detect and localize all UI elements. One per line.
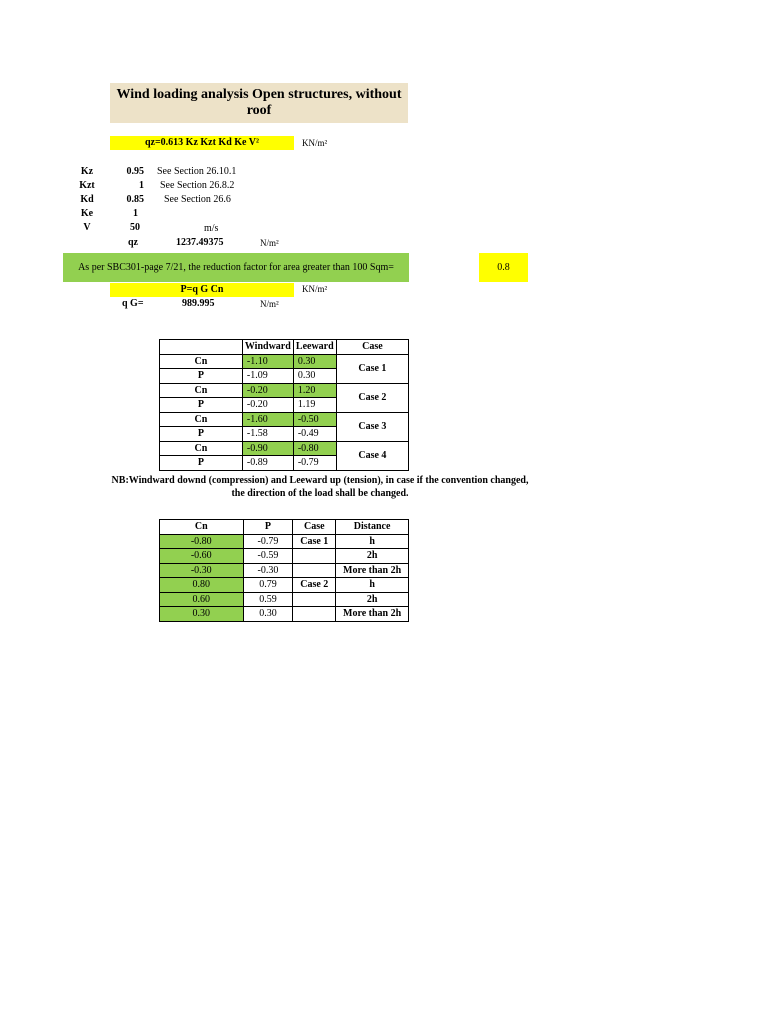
distance-cell: 2h — [336, 549, 409, 564]
table-row — [160, 549, 409, 564]
param-ref: See Section 26.10.1 — [157, 166, 237, 177]
table-row — [160, 412, 409, 427]
row-label: Cn — [160, 383, 243, 398]
row-label: P — [160, 456, 243, 471]
p-formula: P=q G Cn — [110, 283, 294, 297]
case-cell — [293, 563, 336, 578]
p-formula-unit: KN/m² — [302, 284, 328, 294]
case-cell — [293, 607, 336, 622]
row-label: Cn — [160, 441, 243, 456]
p-cell: 0.79 — [243, 578, 293, 593]
cn-cell: 0.30 — [160, 607, 244, 622]
case-cell: Case 4 — [336, 441, 408, 470]
param-value: 50 — [130, 222, 140, 233]
windward-cell: -0.20 — [242, 383, 293, 398]
param-value: 0.95 — [126, 166, 144, 177]
windward-cell: -0.89 — [242, 456, 293, 471]
table-header-row — [160, 340, 409, 355]
page-title-text: Wind loading analysis Open structures, without roof — [116, 87, 402, 118]
windward-cell: -1.58 — [242, 427, 293, 442]
case-cell: Case 1 — [293, 534, 336, 549]
table-row — [160, 607, 409, 622]
leeward-cell: 0.30 — [293, 369, 336, 384]
p-cell: -0.30 — [243, 563, 293, 578]
reduction-note: As per SBC301-page 7/21, the reduction factor for area greater than 100 Sqm= — [63, 253, 409, 282]
table-header: Case — [293, 520, 336, 535]
p-cell: -0.59 — [243, 549, 293, 564]
param-name: Ke — [80, 208, 94, 219]
p-cell: 0.30 — [243, 607, 293, 622]
table-row — [160, 354, 409, 369]
cn-cell: 0.60 — [160, 592, 244, 607]
leeward-cell: -0.80 — [293, 441, 336, 456]
case-cell: Case 3 — [336, 412, 408, 441]
table-header: Case — [336, 340, 408, 355]
cn-cell: -0.60 — [160, 549, 244, 564]
row-label: P — [160, 369, 243, 384]
qz-unit: N/m² — [260, 238, 279, 248]
distance-cell: h — [336, 578, 409, 593]
leeward-cell: 1.19 — [293, 398, 336, 413]
table-header: P — [243, 520, 293, 535]
table-header — [160, 340, 243, 355]
windward-cell: -1.09 — [242, 369, 293, 384]
table-header-row — [160, 520, 409, 535]
case-cell — [293, 549, 336, 564]
table-header: Windward — [242, 340, 293, 355]
table-row — [160, 441, 409, 456]
case-cell: Case 1 — [336, 354, 408, 383]
cn-cell: 0.80 — [160, 578, 244, 593]
case-cell — [293, 592, 336, 607]
leeward-cell: -0.50 — [293, 412, 336, 427]
qz-formula-unit: KN/m² — [302, 138, 328, 148]
cn-cell: -0.80 — [160, 534, 244, 549]
cn-cell: -0.30 — [160, 563, 244, 578]
leeward-cell: 0.30 — [293, 354, 336, 369]
param-value: 1 — [139, 180, 144, 191]
table-header: Distance — [336, 520, 409, 535]
qz-value: 1237.49375 — [176, 237, 224, 248]
p-cell: -0.79 — [243, 534, 293, 549]
row-label: Cn — [160, 354, 243, 369]
convention-note: NB:Windward downd (compression) and Leeward up (tension), in case if the convention changed, the direction of the load shall be changed. — [111, 475, 529, 499]
leeward-cell: 1.20 — [293, 383, 336, 398]
param-ref: m/s — [204, 223, 219, 234]
reduction-value: 0.8 — [479, 253, 528, 282]
qg-label: q G= — [122, 298, 144, 309]
param-name: Kzt — [79, 180, 95, 191]
windward-cell: -0.20 — [242, 398, 293, 413]
param-name: Kz — [80, 166, 94, 177]
row-label: P — [160, 427, 243, 442]
qz-formula: qz=0.613 Kz Kzt Kd Ke V² — [110, 136, 294, 150]
param-ref: See Section 26.6 — [164, 194, 231, 205]
table-row — [160, 383, 409, 398]
case-cell: Case 2 — [336, 383, 408, 412]
table-row — [160, 592, 409, 607]
table-row — [160, 578, 409, 593]
qg-unit: N/m² — [260, 299, 279, 309]
distance-cell: h — [336, 534, 409, 549]
qg-value: 989.995 — [182, 298, 215, 309]
p-cell: 0.59 — [243, 592, 293, 607]
table-row — [160, 534, 409, 549]
case-cell: Case 2 — [293, 578, 336, 593]
param-value: 0.85 — [126, 194, 144, 205]
row-label: P — [160, 398, 243, 413]
param-name: Kd — [80, 194, 94, 205]
distance-cell: More than 2h — [336, 607, 409, 622]
row-label: Cn — [160, 412, 243, 427]
qz-label: qz — [128, 237, 138, 248]
param-ref: See Section 26.8.2 — [160, 180, 235, 191]
param-name: V — [83, 222, 91, 233]
distance-table — [159, 519, 409, 622]
distance-cell: More than 2h — [336, 563, 409, 578]
table-row — [160, 563, 409, 578]
windward-cell: -1.10 — [242, 354, 293, 369]
leeward-cell: -0.49 — [293, 427, 336, 442]
leeward-cell: -0.79 — [293, 456, 336, 471]
distance-cell: 2h — [336, 592, 409, 607]
cn-pressure-table — [159, 339, 409, 471]
param-value: 1 — [133, 208, 138, 219]
table-header: Cn — [160, 520, 244, 535]
table-header: Leeward — [293, 340, 336, 355]
windward-cell: -1.60 — [242, 412, 293, 427]
page-title — [110, 83, 408, 123]
windward-cell: -0.90 — [242, 441, 293, 456]
